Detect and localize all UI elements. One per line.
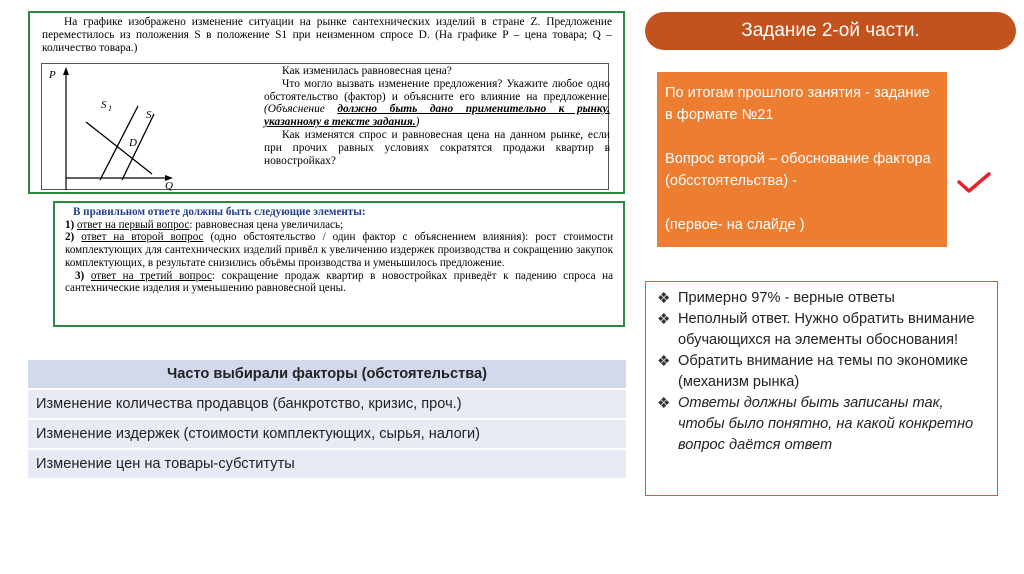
- note-line-1: По итогам прошлого занятия - задание в формате №21: [665, 85, 930, 123]
- answer-1-label: ответ на первый вопрос: [77, 218, 190, 231]
- diamond-bullet-icon: ❖: [657, 290, 671, 307]
- factors-table-header: Часто выбирали факторы (обстоятельства): [28, 360, 626, 388]
- remarks-box: [645, 281, 998, 496]
- answer-box: [53, 201, 625, 327]
- answer-1-text: : равновесная цена увеличилась;: [189, 218, 344, 231]
- check-mark-icon: [956, 170, 992, 196]
- answer-heading: В правильном ответе должны быть следующие элементы:: [73, 206, 366, 218]
- diamond-bullet-icon: ❖: [657, 395, 671, 412]
- answer-3: [65, 270, 613, 295]
- question-2-note-a: (Объяснение: [264, 103, 338, 116]
- answer-3-label: ответ на третий вопрос: [90, 269, 212, 282]
- task-intro: На графике изображено изменение ситуации на рынке сантехнических изделий в стране Z. Предложение переместилось из положения S в положение S1 при неизменном спросе D. (На графике P – цена товара; Q – количество товара.): [42, 16, 612, 54]
- supply-curve-s: [122, 114, 154, 180]
- graph-frame: [41, 63, 609, 190]
- task-box: [28, 11, 625, 194]
- table-row: Изменение цен на товары-субституты: [28, 450, 626, 478]
- answer-3-num: 3): [75, 269, 91, 282]
- demand-curve-d: [86, 122, 152, 174]
- s1-label: S: [101, 99, 107, 111]
- answer-2-text: (одно обстоятельство / один фактор с объяснением влияния): рост стоимости комплектующих для сантехнических изделий привёл к увеличению издержек производства и сокращению закупок комплектующих, в результате снизились объёмы производства и уменьшилось предложение.: [65, 231, 614, 269]
- y-axis-arrow: [63, 67, 69, 75]
- answer-2-label: ответ на второй вопрос: [81, 231, 204, 244]
- remark-item: ❖ Обратить внимание на темы по экономике (механизм рынка): [657, 353, 968, 390]
- remarks-list: [654, 288, 994, 456]
- question-1: Как изменилась равновесная цена?: [282, 65, 452, 77]
- remark-item: ❖ Неполный ответ. Нужно обратить внимание обучающихся на элементы обоснования!: [657, 311, 975, 348]
- slide-title: Задание 2-ой части.: [645, 12, 1016, 50]
- answer-content: [65, 206, 613, 295]
- question-3: Как изменятся спрос и равновесная цена на данном рынке, если при прочих равных условиях сократятся продажи квартир в новостройках?: [264, 128, 610, 167]
- question-2: [264, 78, 610, 129]
- question-2-note-c: ): [415, 116, 420, 129]
- question-2-text: Что могло вызвать изменение предложения? Укажите любое одно обстоятельство (фактор) и объясните его влияние на предложение.: [264, 77, 610, 103]
- answer-1: [65, 219, 613, 232]
- factors-table: [28, 360, 626, 480]
- remark-item: ❖ Ответы должны быть записаны так, чтобы было понятно, на какой конкретно вопрос даётся ответ: [657, 395, 974, 453]
- diamond-bullet-icon: ❖: [657, 353, 671, 370]
- table-row: Изменение количества продавцов (банкротство, кризис, проч.): [28, 390, 626, 418]
- table-row: Изменение издержек (стоимости комплектующих, сырья, налоги): [28, 420, 626, 448]
- d-label: D: [129, 137, 137, 149]
- question-2-note-b: должно быть дано применительно к рынку, указанному в тексте задания.: [264, 103, 610, 129]
- diamond-bullet-icon: ❖: [657, 311, 671, 328]
- supply-demand-graph: [42, 64, 242, 191]
- questions: [264, 65, 610, 167]
- answer-2: [65, 231, 613, 269]
- answer-2-num: 2): [65, 231, 82, 244]
- summary-note: [657, 72, 947, 247]
- note-line-2: Вопрос второй – обоснование фактора (обсстоятельства) -: [665, 151, 931, 189]
- answer-3-text: : сокращение продаж квартир в новостройках приведёт к падению спроса на сантехнические изделия и уменьшению равновесной цены.: [65, 269, 613, 295]
- s1-subscript: 1: [108, 104, 112, 113]
- note-line-3: (первое- на слайде ): [665, 217, 805, 233]
- remark-item: ❖ Примерно 97% - верные ответы: [657, 290, 895, 307]
- y-axis-label: P: [49, 69, 56, 81]
- answer-1-num: 1): [65, 218, 78, 231]
- s-label: S: [146, 109, 152, 121]
- x-axis-label: Q: [165, 180, 173, 191]
